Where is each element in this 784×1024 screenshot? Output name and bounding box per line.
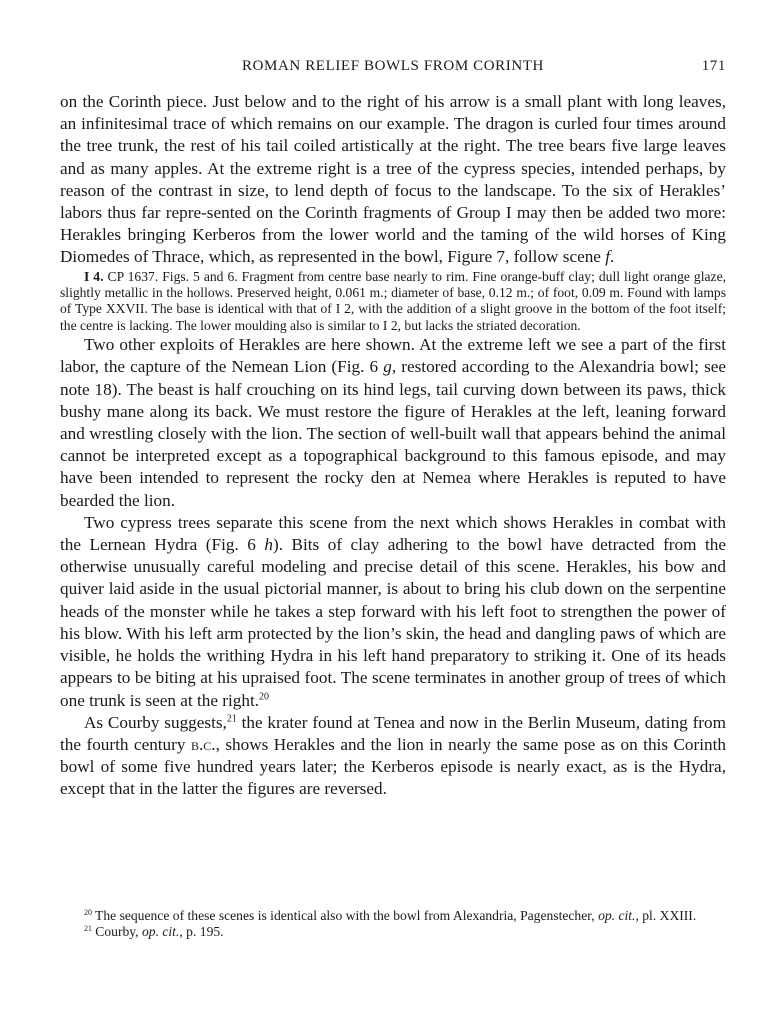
paragraph-4-text-a: As Courby suggests, (84, 712, 227, 732)
catalog-entry (60, 269, 726, 335)
footnote-21-end: , p. 195. (179, 924, 224, 940)
catalog-entry-text: CP 1637. Figs. 5 and 6. Fragment from centre base nearly to rim. Fine orange-buff clay; dull light orange glaze, slightly metallic in the hollows. Preserved height, 0.061 m.; diameter of base, 0.12 m.; of foot, 0.09 m. Found with lamps of Type XXVII. The base is identical with that of I 2, with the addition of a slight groove in the bottom of the foot itself; the centre is lacking. The lower moulding also is similar to I 2, but lacks the striated decoration. (60, 268, 727, 333)
footnote-20-end: , pl. XXIII. (635, 908, 697, 923)
figure-letter-g: g (383, 357, 392, 377)
footnotes (60, 908, 726, 941)
main-text (60, 91, 726, 801)
paragraph-4-text-c: , shows Herakles and the lion in nearly the same pose as on this Corinth bowl of some five hundred years later; the Kerberos episode is nearly exact, as is the Hydra, except that in the latter the figures are reversed. (60, 734, 726, 799)
paragraph-2-text-b: , restored according to the Alexandria bowl; see note 18). The beast is half crouching on its hind legs, tail curving down between its paws, thick bushy mane along its back. We must restore the figure of Herakles at the left, leaning forward and wrestling closely with the lion. The section of well-built wall that appears behind the animal cannot be interpreted except as a topographical background to this famous episode, and may have been intended to represent the rocky den at Nemea where Herakles is reputed to have bearded the lion. (60, 357, 727, 510)
page-header (60, 58, 726, 80)
footnote-ref-21[interactable]: 21 (226, 713, 237, 725)
footnote-20-text: The sequence of these scenes is identical also with the bowl from Alexandria, Pagenstecher, (95, 908, 595, 923)
footnote-20 (60, 908, 726, 924)
paragraph-2-text-a: Two other exploits of Herakles are here shown. At the extreme left we see a part of the first labor, the capture of the Nemean Lion (Fig. 6 (60, 335, 726, 377)
paragraph-4-text-b: the krater found at Tenea and now in the Berlin Museum, dating from the fourth century (60, 712, 726, 754)
catalog-entry-id: I 4. (84, 268, 104, 284)
footnote-21-text: Courby, (95, 924, 139, 940)
paragraph-3-text-b: ). Bits of clay adhering to the bowl have detracted from the otherwise unusually careful modeling and precise detail of this scene. Herakles, his bow and quiver laid aside in the usual pictorial manner, is about to bring his club down on the serpentine heads of the monster while he takes a step forward with his left foot to strengthen the power of his blow. With his left arm protected by the lion’s skin, the head and dangling paws of which are visible, he holds the writhing Hydra in his left hand preparatory to striking it. One of its heads appears to be biting at his upraised foot. The scene terminates in another group of trees of which one trunk is seen at the right. (60, 535, 726, 710)
footnote-20-number: 20 (84, 907, 92, 917)
paragraph-3 (60, 512, 726, 712)
paragraph-4 (60, 712, 726, 801)
scene-letter: f (605, 247, 611, 267)
figure-letter-h: h (264, 535, 273, 555)
footnote-21-citation: op. cit. (141, 924, 180, 940)
paragraph-1-end: . (610, 247, 615, 267)
footnote-20-citation: op. cit. (598, 908, 636, 923)
paragraph-1-text: on the Corinth piece. Just below and to the right of his arrow is a small plant with long leaves, an infinitesimal trace of which remains on our example. The dragon is curled four times around the tree trunk, the rest of his tail coiled artistically at the right. The tree bears five large leaves and as many apples. At the extreme right is a tree of the cypress species, intended perhaps, by reason of the contrast in size, to lend depth of focus to the landscape. To the six of Herakles’ labors thus far repre-sented on the Corinth fragments of Group I may then be added two more: Herakles bringing Kerberos from the lower world and the taming of the wild horses of King Diomedes of Thrace, which, as represented in the bowl, Figure 7, follow scene (60, 92, 726, 267)
page-number: 171 (701, 58, 726, 74)
running-title: ROMAN RELIEF BOWLS FROM CORINTH (242, 58, 544, 74)
footnote-21-number: 21 (84, 924, 92, 934)
paragraph-2 (60, 334, 726, 512)
footnote-ref-20[interactable]: 20 (259, 691, 270, 703)
paragraph-1 (60, 91, 726, 269)
paragraph-3-text-a: Two cypress trees separate this scene from the next which shows Herakles in combat with the Lernean Hydra (Fig. 6 (60, 512, 726, 555)
era-abbreviation: b.c. (190, 734, 216, 754)
footnote-21 (60, 924, 726, 940)
